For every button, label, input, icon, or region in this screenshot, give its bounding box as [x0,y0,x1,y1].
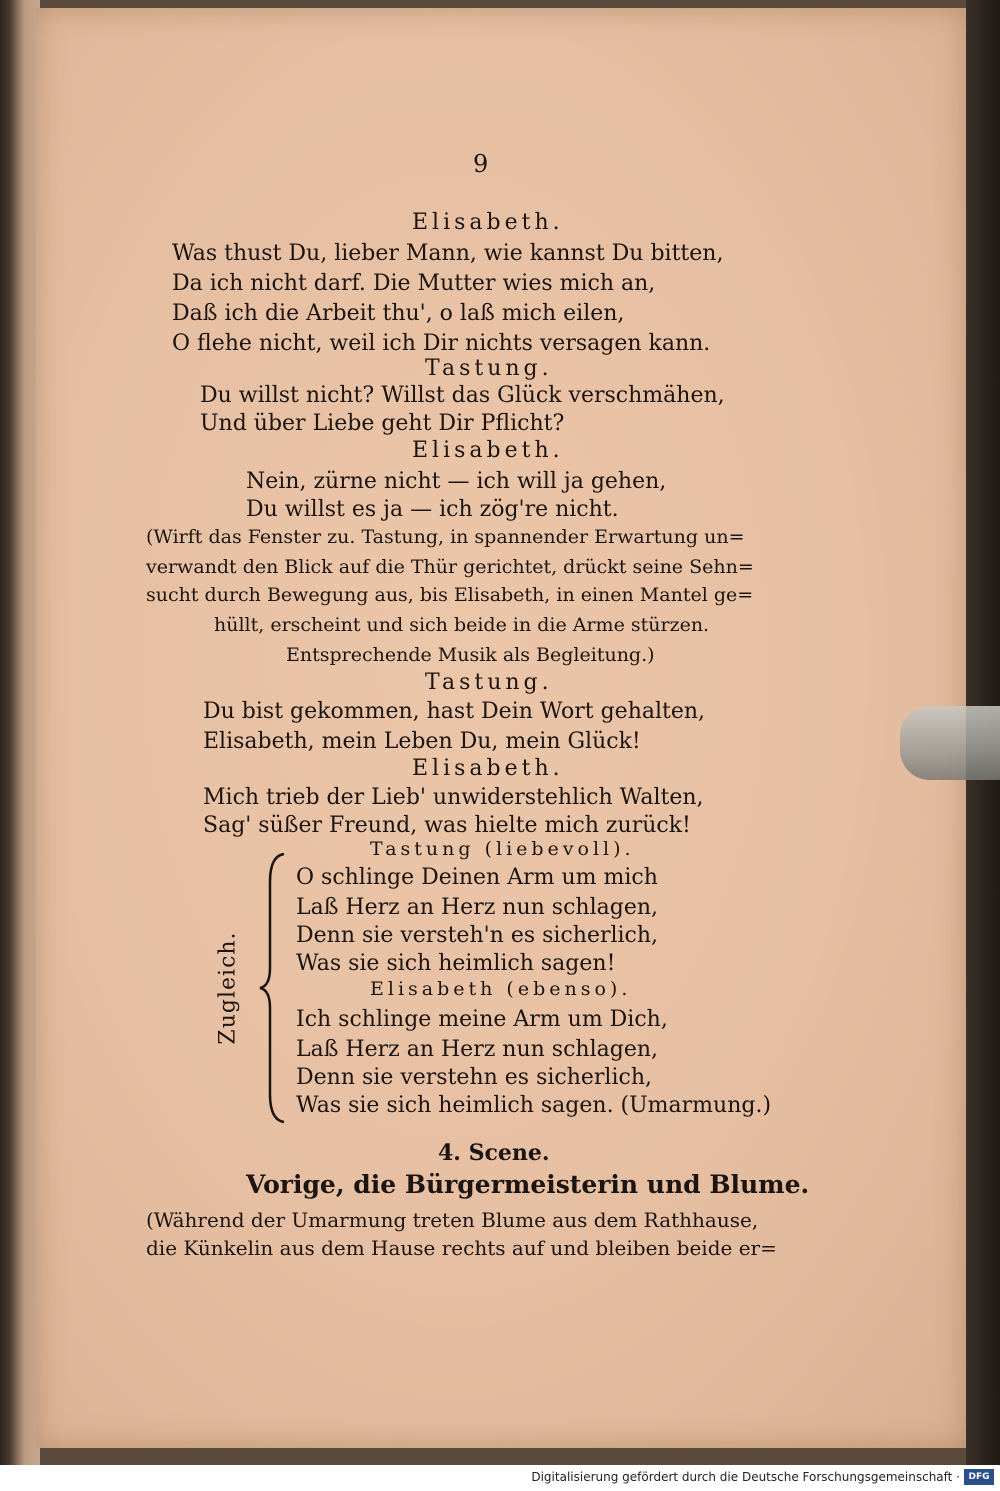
speaker-elisabeth: Elisabeth. [412,210,564,235]
stage-direction: sucht durch Bewegung aus, bis Elisabeth, in einen Mantel ge= [146,584,754,606]
brace-bracket [258,852,288,1124]
page-tab-marker [900,706,1000,780]
verse-line: Elisabeth, mein Leben Du, mein Glück! [203,729,641,754]
verse-line: Ich schlinge meine Arm um Dich, [296,1007,668,1032]
verse-line: Was thust Du, lieber Mann, wie kannst Du bitten, [172,241,724,266]
footer-bar [0,1465,1000,1491]
scene-heading: 4. Scene. [438,1140,550,1166]
verse-line: Daß ich die Arbeit thu', o laß mich eilen, [172,301,625,326]
verse-line: Laß Herz an Herz nun schlagen, [296,895,659,920]
speaker-elisabeth: Elisabeth. [412,438,564,463]
verse-line: Nein, zürne nicht — ich will ja gehen, [246,469,667,494]
stage-direction: hüllt, erscheint und sich beide in die Arme stürzen. [214,614,710,636]
verse-line: O flehe nicht, weil ich Dir nichts versagen kann. [172,331,711,356]
stage-direction: die Künkelin aus dem Hause rechts auf und bleiben beide er= [146,1236,777,1260]
verse-line: Sag' süßer Freund, was hielte mich zurück! [203,813,691,838]
verse-line: Was sie sich heimlich sagen! [296,951,616,976]
speaker-elisabeth: Elisabeth. [412,756,564,781]
verse-line: Da ich nicht darf. Die Mutter wies mich an, [172,271,656,296]
speaker-tastung: Tastung. [425,670,553,695]
stage-direction: (Während der Umarmung treten Blume aus dem Rathhause, [146,1208,759,1232]
verse-line: Und über Liebe geht Dir Pflicht? [200,411,565,436]
speaker-tastung: Tastung. [425,356,553,381]
verse-line: Laß Herz an Herz nun schlagen, [296,1037,659,1062]
speaker-tastung-direction: Tastung (liebevoll). [370,838,635,860]
speaker-elisabeth-direction: Elisabeth (ebenso). [370,978,632,1000]
verse-line: Mich trieb der Lieb' unwiderstehlich Walten, [203,785,704,810]
stage-direction: verwandt den Blick auf die Thür gerichtet, drückt seine Sehn= [146,556,754,578]
verse-line: Denn sie verstehn es sicherlich, [296,1065,652,1090]
verse-line: Denn sie versteh'n es sicherlich, [296,923,659,948]
dfg-logo: DFG [964,1469,994,1485]
page-number: 9 [473,150,489,178]
left-page-edge [0,0,40,1465]
footer-credit: Digitalisierung gefördert durch die Deutsche Forschungsgemeinschaft · [531,1470,960,1484]
scene-characters: Vorige, die Bürgermeisterin und Blume. [246,1170,810,1199]
stage-direction: (Wirft das Fenster zu. Tastung, in spannender Erwartung un= [146,526,745,548]
verse-line: Du bist gekommen, hast Dein Wort gehalten, [203,699,706,724]
stage-direction: Entsprechende Musik als Begleitung.) [286,644,655,666]
zugleich-label: Zugleich. [215,931,241,1045]
verse-line: O schlinge Deinen Arm um mich [296,865,658,890]
verse-line: Du willst nicht? Willst das Glück verschmähen, [200,383,725,408]
verse-line: Was sie sich heimlich sagen. (Umarmung.) [296,1093,772,1118]
verse-line: Du willst es ja — ich zög're nicht. [246,497,619,522]
